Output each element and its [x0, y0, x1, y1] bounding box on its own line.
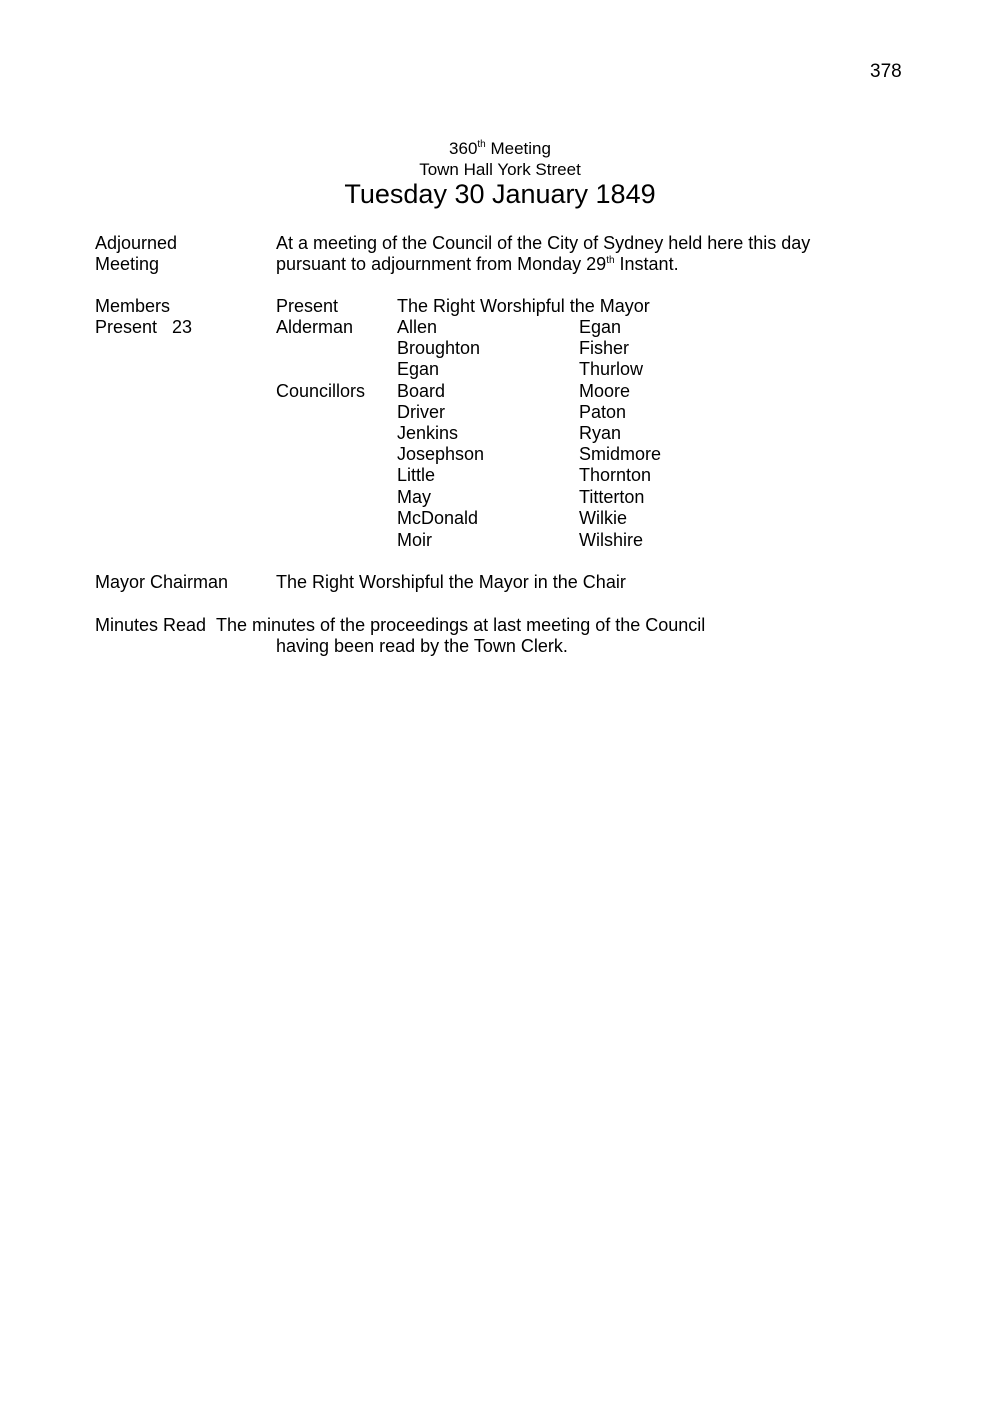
minutes-label: Minutes Read [95, 615, 207, 635]
alderman-name: Egan [579, 317, 622, 337]
adjourned-label-line1: Adjourned [95, 233, 178, 253]
adjourned-label-line2: Meeting [95, 254, 160, 274]
councillors-label: Councillors [276, 381, 366, 401]
alderman-name: Thurlow [579, 359, 644, 379]
alderman-name: Fisher [579, 338, 630, 358]
councillor-name: Paton [579, 402, 627, 422]
alderman-name: Allen [397, 317, 438, 337]
councillor-name: Thornton [579, 465, 652, 485]
councillor-name: Josephson [397, 444, 485, 464]
members-label-line2: Present 23 [95, 317, 193, 337]
adjourned-text-line1: At a meeting of the Council of the City of Sydney held here this day [276, 233, 811, 253]
alderman-label: Alderman [276, 317, 354, 337]
councillor-name: Wilshire [579, 530, 644, 550]
adjourned-text-line2-a: pursuant to adjournment from Monday 29 [276, 254, 607, 274]
minutes-text-line2: having been read by the Town Clerk. [276, 636, 568, 656]
councillor-name: Board [397, 381, 446, 401]
councillor-name: McDonald [397, 508, 479, 528]
present-mayor: The Right Worshipful the Mayor [397, 296, 650, 316]
councillor-name: Little [397, 465, 436, 485]
councillor-name: May [397, 487, 432, 507]
chairman-text: The Right Worshipful the Mayor in the Chair [276, 572, 626, 592]
councillor-name: Moir [397, 530, 432, 550]
councillor-name: Moore [579, 381, 631, 401]
minutes-text-line1: The minutes of the proceedings at last meeting of the Council [216, 615, 706, 635]
councillor-name: Driver [397, 402, 445, 422]
meeting-venue: Town Hall York Street [419, 160, 581, 179]
meeting-word: Meeting [485, 139, 551, 158]
adjourned-text-line2 [276, 254, 679, 275]
adjourned-text-line2-b: Instant. [614, 254, 679, 274]
meeting-date: Tuesday 30 January 1849 [344, 179, 656, 209]
page-number: 378 [870, 61, 902, 82]
alderman-name: Broughton [397, 338, 481, 358]
councillor-name: Jenkins [397, 423, 459, 443]
alderman-name: Egan [397, 359, 440, 379]
meeting-number [0, 138, 1000, 159]
present-label: Present [276, 296, 339, 316]
councillor-name: Titterton [579, 487, 645, 507]
members-label-line1: Members [95, 296, 171, 316]
chairman-label: Mayor Chairman [95, 572, 229, 592]
councillor-name: Smidmore [579, 444, 662, 464]
councillor-name: Wilkie [579, 508, 627, 528]
meeting-number-value: 360 [449, 139, 478, 158]
meeting-number-suffix: th [477, 139, 486, 150]
adjourned-date-suffix: th [606, 255, 615, 266]
councillor-name: Ryan [579, 423, 622, 443]
